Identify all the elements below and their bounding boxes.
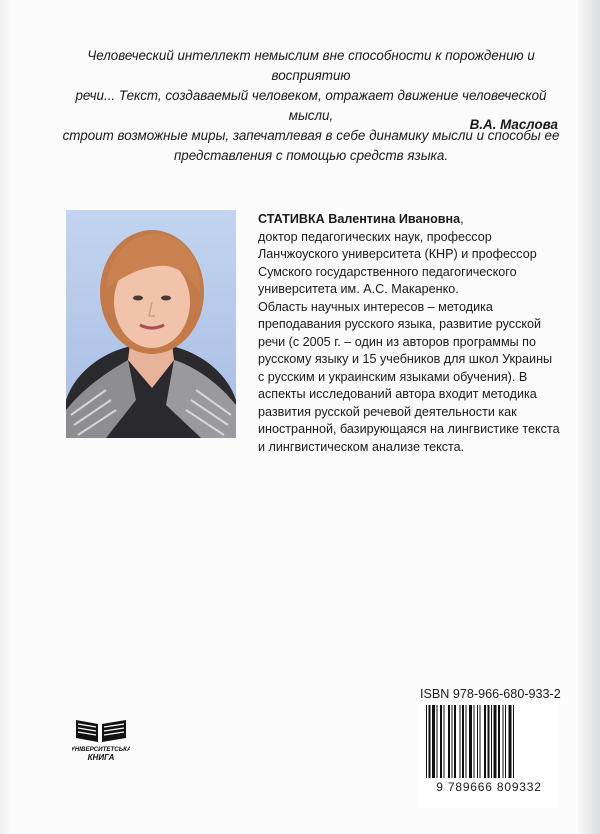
bio-line: Ланчжоуского университета (КНР) и профессор — [258, 247, 537, 261]
barcode-bar — [505, 705, 506, 778]
barcode-bar — [488, 705, 490, 778]
barcode-bar — [440, 705, 442, 778]
bio-line: преподавания русского языка, развитие русской — [258, 317, 542, 331]
barcode-bar — [454, 705, 456, 778]
barcode-bar — [494, 705, 497, 778]
bio-line: аспекты исследований автора входит методика — [258, 387, 537, 401]
logo-line: УНІВЕРСИТЕТСЬКА — [72, 746, 130, 753]
page-edge — [578, 0, 600, 834]
barcode-bar — [462, 705, 464, 778]
barcode-bar — [429, 705, 431, 778]
page-edge — [0, 0, 10, 834]
barcode-bar — [513, 705, 514, 778]
barcode-bar — [477, 705, 478, 778]
epigraph-line: речи... Текст, создаваемый человеком, отражает движение человеческой мысли, — [75, 88, 547, 123]
bio-line: и лингвистическом анализе текста. — [258, 439, 465, 454]
barcode-bar — [491, 705, 492, 778]
bio-line: Сумского государственного педагогического — [258, 264, 517, 279]
author-photo — [66, 210, 236, 438]
barcode-bar — [426, 705, 427, 778]
barcode-bar — [460, 705, 461, 778]
bio-line: речи (с 2005 г. – один из авторов программы по — [258, 334, 536, 349]
author-bio — [258, 211, 568, 456]
barcode-bar — [432, 705, 435, 778]
bio-line: доктор педагогических наук, профессор — [258, 229, 492, 244]
barcode-bar — [469, 705, 472, 778]
barcode-bar — [452, 705, 453, 778]
barcode-bar — [474, 705, 475, 778]
epigraph-author: В.А. Маслова — [469, 117, 558, 132]
barcode-bar — [466, 705, 467, 778]
barcode-bar — [444, 705, 445, 778]
author-name: СТАТИВКА Валентина Ивановна — [258, 212, 461, 226]
bio-line: русскому языку и 15 учебников для школ Украины — [258, 352, 553, 366]
barcode-bar — [448, 705, 450, 778]
epigraph-line: Человеческий интеллект немыслим вне способности к порождению и восприятию — [87, 48, 535, 83]
epigraph-line: представления с помощью средств языка. — [173, 148, 449, 163]
barcode-bar — [480, 705, 481, 778]
barcode-bar — [509, 705, 512, 778]
epigraph — [60, 46, 562, 166]
epigraph-line: строит возможные миры, запечатлевая в себе динамику мысли и способы ее — [62, 128, 560, 143]
barcode-digits: 9 789666 809332 — [436, 780, 542, 794]
barcode — [424, 705, 552, 788]
bio-line: развития русской речевой деятельности как — [258, 404, 517, 419]
barcode-bar — [498, 705, 500, 778]
bio-line: иностранной, базирующаяся на лингвистике текста — [258, 422, 560, 436]
publisher-logo — [72, 716, 130, 762]
barcode-bar — [437, 705, 438, 778]
isbn-label: ISBN 978-966-680-933-2 — [420, 687, 561, 701]
bio-line: университета им. А.С. Макаренко. — [258, 282, 459, 296]
barcode-bar — [503, 705, 504, 778]
bio-line: с русским и украинским языками обучения). В — [258, 369, 528, 384]
author-name-suffix: , — [460, 212, 464, 226]
barcode-bar — [484, 705, 486, 778]
bio-line: Область научных интересов – методика — [258, 299, 493, 314]
logo-line: КНИГА — [87, 753, 115, 762]
